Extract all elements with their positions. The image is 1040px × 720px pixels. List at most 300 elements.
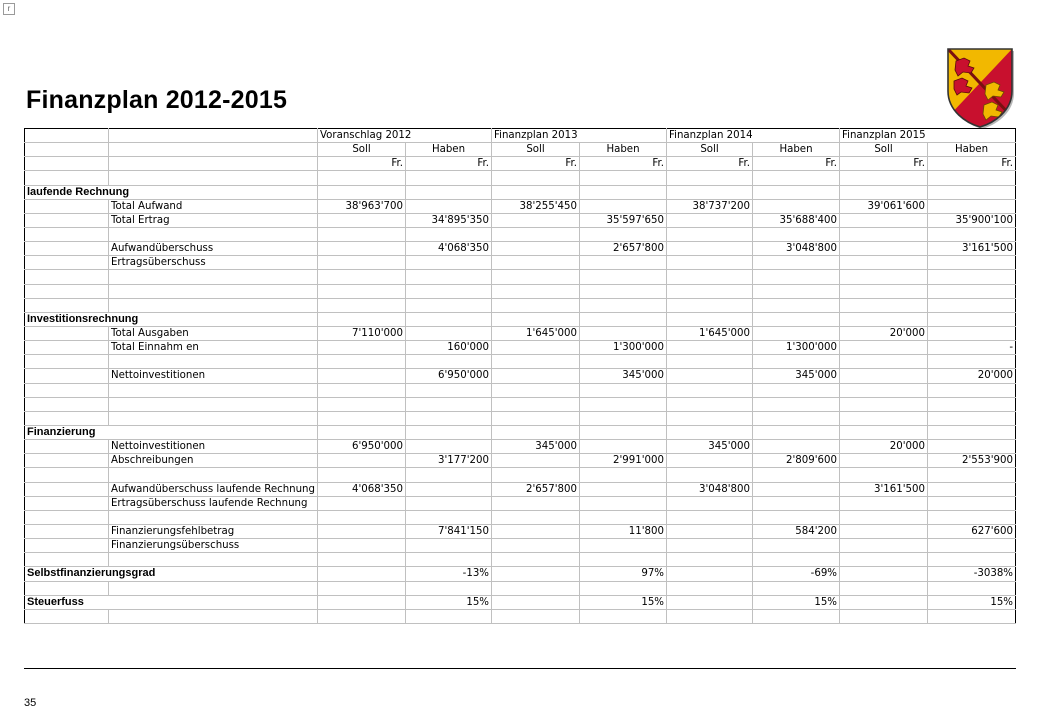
unit-cell: Fr.: [928, 157, 1016, 171]
value-cell: [753, 496, 840, 510]
header-cell: [109, 129, 318, 143]
value-cell: [840, 171, 928, 185]
value-cell: [928, 355, 1016, 369]
value-cell: [928, 256, 1016, 270]
blank-cell: [25, 171, 109, 185]
value-cell: 1'300'000: [753, 341, 840, 355]
value-cell: [406, 553, 492, 567]
table-row: [25, 341, 1016, 355]
value-cell: [753, 312, 840, 326]
value-cell: [318, 539, 406, 553]
value-cell: [492, 256, 580, 270]
blank-row: [25, 411, 1016, 425]
value-cell: [928, 227, 1016, 241]
value-cell: [667, 581, 753, 595]
value-cell: [667, 341, 753, 355]
value-cell: [492, 468, 580, 482]
blank-cell: [25, 270, 109, 284]
value-cell: [667, 567, 753, 581]
value-cell: [928, 411, 1016, 425]
soll-header: Soll: [667, 143, 753, 157]
blank-row: [25, 284, 1016, 298]
blank-cell: [25, 284, 109, 298]
value-cell: [492, 496, 580, 510]
value-cell: [753, 468, 840, 482]
blank-row: [25, 355, 1016, 369]
value-cell: [492, 595, 580, 609]
value-cell: [492, 171, 580, 185]
value-cell: [318, 553, 406, 567]
value-cell: 20'000: [840, 440, 928, 454]
blank-cell: [109, 609, 318, 623]
value-cell: [318, 369, 406, 383]
value-cell: [928, 185, 1016, 199]
blank-cell: [109, 468, 318, 482]
value-cell: [753, 326, 840, 340]
value-cell: [753, 355, 840, 369]
row-label: Total Ertrag: [109, 213, 318, 227]
blank-row: [25, 609, 1016, 623]
value-cell: 1'645'000: [492, 326, 580, 340]
value-cell: [406, 482, 492, 496]
value-cell: [580, 171, 667, 185]
value-cell: [580, 312, 667, 326]
blank-cell: [25, 355, 109, 369]
value-cell: [318, 341, 406, 355]
indent-cell: [25, 524, 109, 538]
value-cell: [928, 199, 1016, 213]
value-cell: [840, 341, 928, 355]
value-cell: [840, 609, 928, 623]
value-cell: [492, 510, 580, 524]
value-cell: [492, 355, 580, 369]
unit-cell: Fr.: [406, 157, 492, 171]
value-cell: [580, 496, 667, 510]
value-cell: [840, 397, 928, 411]
blank-cell: [25, 411, 109, 425]
value-cell: [406, 256, 492, 270]
value-cell: [492, 397, 580, 411]
unit-cell: Fr.: [753, 157, 840, 171]
section-row: [25, 425, 1016, 439]
indent-cell: [25, 440, 109, 454]
blank-cell: [25, 581, 109, 595]
value-cell: 15%: [928, 595, 1016, 609]
value-cell: [840, 524, 928, 538]
value-cell: [580, 270, 667, 284]
row-label: Abschreibungen: [109, 454, 318, 468]
indent-cell: [25, 482, 109, 496]
blank-cell: [109, 383, 318, 397]
unit-cell: Fr.: [492, 157, 580, 171]
blank-row: [25, 171, 1016, 185]
value-cell: [580, 468, 667, 482]
value-cell: 3'048'800: [667, 482, 753, 496]
value-cell: 35'597'650: [580, 213, 667, 227]
blank-row: [25, 298, 1016, 312]
page-number: 35: [24, 697, 37, 709]
value-cell: [667, 213, 753, 227]
value-cell: [492, 454, 580, 468]
haben-header: Haben: [928, 143, 1016, 157]
value-cell: [928, 312, 1016, 326]
value-cell: [318, 609, 406, 623]
indent-cell: [25, 256, 109, 270]
value-cell: [580, 510, 667, 524]
value-cell: [667, 242, 753, 256]
value-cell: [492, 539, 580, 553]
value-cell: 3'177'200: [406, 454, 492, 468]
value-cell: [667, 185, 753, 199]
value-cell: 584'200: [753, 524, 840, 538]
value-cell: [667, 454, 753, 468]
row-label: Total Einnahm en: [109, 341, 318, 355]
blank-row: [25, 397, 1016, 411]
value-cell: [753, 171, 840, 185]
value-cell: [928, 510, 1016, 524]
value-cell: [667, 369, 753, 383]
value-cell: [840, 539, 928, 553]
value-cell: [753, 411, 840, 425]
value-cell: [318, 468, 406, 482]
value-cell: [580, 355, 667, 369]
value-cell: [580, 397, 667, 411]
value-cell: [928, 482, 1016, 496]
value-cell: [580, 326, 667, 340]
soll-header: Soll: [840, 143, 928, 157]
blank-cell: [109, 581, 318, 595]
table-row: [25, 482, 1016, 496]
value-cell: [318, 185, 406, 199]
value-cell: [318, 454, 406, 468]
value-cell: [406, 171, 492, 185]
value-cell: [492, 213, 580, 227]
value-cell: [318, 171, 406, 185]
value-cell: [928, 326, 1016, 340]
haben-header: Haben: [753, 143, 840, 157]
value-cell: [318, 411, 406, 425]
value-cell: [840, 595, 928, 609]
value-cell: -3038%: [928, 567, 1016, 581]
value-cell: [667, 553, 753, 567]
value-cell: [753, 284, 840, 298]
value-cell: [406, 425, 492, 439]
blank-cell: [25, 468, 109, 482]
value-cell: [667, 355, 753, 369]
value-cell: 6'950'000: [406, 369, 492, 383]
blank-cell: [25, 298, 109, 312]
value-cell: [492, 581, 580, 595]
value-cell: 4'068'350: [406, 242, 492, 256]
section-row: [25, 312, 1016, 326]
row-label: Finanzierungsüberschuss: [109, 539, 318, 553]
haben-header: Haben: [406, 143, 492, 157]
value-cell: 4'068'350: [318, 482, 406, 496]
value-cell: 15%: [580, 595, 667, 609]
year-header: Voranschlag 2012: [318, 129, 492, 143]
value-cell: [318, 242, 406, 256]
value-cell: [840, 369, 928, 383]
row-label: Total Ausgaben: [109, 326, 318, 340]
value-cell: 20'000: [840, 326, 928, 340]
blank-cell: [109, 510, 318, 524]
value-cell: [928, 171, 1016, 185]
blank-row: [25, 468, 1016, 482]
value-cell: [840, 510, 928, 524]
value-cell: [840, 185, 928, 199]
value-cell: [406, 411, 492, 425]
value-cell: [318, 425, 406, 439]
value-cell: [406, 440, 492, 454]
value-cell: [318, 524, 406, 538]
value-cell: [580, 199, 667, 213]
row-label: Total Aufwand: [109, 199, 318, 213]
value-cell: -: [928, 341, 1016, 355]
blank-cell: [109, 355, 318, 369]
value-cell: [928, 383, 1016, 397]
value-cell: [492, 524, 580, 538]
blank-cell: [109, 553, 318, 567]
blank-row: [25, 383, 1016, 397]
value-cell: [753, 256, 840, 270]
value-cell: 3'161'500: [840, 482, 928, 496]
value-cell: [492, 185, 580, 199]
header-years-row: [25, 129, 1016, 143]
indent-cell: [25, 341, 109, 355]
blank-cell: [109, 397, 318, 411]
section-label: Investitionsrechnung: [25, 312, 318, 326]
blank-cell: [109, 298, 318, 312]
value-cell: [753, 383, 840, 397]
value-cell: [492, 242, 580, 256]
value-cell: [406, 298, 492, 312]
value-cell: [406, 383, 492, 397]
table-row: [25, 256, 1016, 270]
table-row: [25, 199, 1016, 213]
value-cell: [580, 383, 667, 397]
table-row: [25, 440, 1016, 454]
soll-header: Soll: [492, 143, 580, 157]
value-cell: [840, 284, 928, 298]
value-cell: [840, 227, 928, 241]
value-cell: [406, 355, 492, 369]
indent-cell: [25, 326, 109, 340]
value-cell: [928, 539, 1016, 553]
row-label: Aufwandüberschuss laufende Rechnung: [109, 482, 318, 496]
value-cell: [406, 199, 492, 213]
value-cell: [406, 227, 492, 241]
value-cell: [580, 553, 667, 567]
value-cell: [840, 383, 928, 397]
value-cell: [928, 397, 1016, 411]
blank-row: [25, 270, 1016, 284]
value-cell: 3'161'500: [928, 242, 1016, 256]
unit-cell: Fr.: [840, 157, 928, 171]
value-cell: [840, 581, 928, 595]
value-cell: [318, 581, 406, 595]
value-cell: [840, 411, 928, 425]
value-cell: [928, 440, 1016, 454]
value-cell: 38'737'200: [667, 199, 753, 213]
value-cell: [667, 510, 753, 524]
row-label: Finanzierungsfehlbetrag: [109, 524, 318, 538]
value-cell: [667, 270, 753, 284]
value-cell: [492, 567, 580, 581]
value-cell: [753, 425, 840, 439]
value-cell: [667, 496, 753, 510]
value-cell: 7'841'150: [406, 524, 492, 538]
value-cell: [406, 510, 492, 524]
blank-row: [25, 553, 1016, 567]
blank-cell: [109, 411, 318, 425]
value-cell: [928, 298, 1016, 312]
indent-cell: [25, 496, 109, 510]
value-cell: [492, 383, 580, 397]
value-cell: [753, 581, 840, 595]
section-label: Selbstfinanzierungsgrad: [25, 567, 318, 581]
value-cell: [928, 270, 1016, 284]
table-row: [25, 369, 1016, 383]
row-label: Ertragsüberschuss laufende Rechnung: [109, 496, 318, 510]
value-cell: [406, 581, 492, 595]
value-cell: [753, 482, 840, 496]
blank-cell: [25, 397, 109, 411]
header-unit-row: [25, 157, 1016, 171]
value-cell: [492, 609, 580, 623]
indent-cell: [25, 369, 109, 383]
value-cell: [318, 298, 406, 312]
header-cell: [25, 143, 109, 157]
value-cell: [406, 284, 492, 298]
value-cell: -69%: [753, 567, 840, 581]
value-cell: 627'600: [928, 524, 1016, 538]
year-header: Finanzplan 2015: [840, 129, 1016, 143]
value-cell: 345'000: [580, 369, 667, 383]
value-cell: [667, 411, 753, 425]
value-cell: 38'255'450: [492, 199, 580, 213]
value-cell: [580, 482, 667, 496]
blank-cell: [25, 510, 109, 524]
table-row: [25, 454, 1016, 468]
row-label: Ertragsüberschuss: [109, 256, 318, 270]
value-cell: [840, 425, 928, 439]
unit-cell: Fr.: [580, 157, 667, 171]
value-cell: [492, 425, 580, 439]
value-cell: [928, 496, 1016, 510]
indent-cell: [25, 213, 109, 227]
value-cell: [840, 242, 928, 256]
value-cell: [928, 425, 1016, 439]
header-soll-haben-row: [25, 143, 1016, 157]
value-cell: [318, 312, 406, 326]
value-cell: [318, 355, 406, 369]
value-cell: [667, 312, 753, 326]
value-cell: [753, 397, 840, 411]
header-cell: [109, 157, 318, 171]
value-cell: 160'000: [406, 341, 492, 355]
value-cell: [667, 227, 753, 241]
value-cell: [318, 213, 406, 227]
indent-cell: [25, 199, 109, 213]
value-cell: [840, 496, 928, 510]
blank-cell: [109, 270, 318, 284]
value-cell: [580, 581, 667, 595]
blank-cell: [109, 284, 318, 298]
table-row: [25, 242, 1016, 256]
value-cell: [492, 341, 580, 355]
value-cell: [667, 284, 753, 298]
value-cell: [753, 539, 840, 553]
section-row: [25, 567, 1016, 581]
year-header: Finanzplan 2014: [667, 129, 840, 143]
value-cell: [840, 312, 928, 326]
value-cell: [492, 270, 580, 284]
value-cell: [580, 411, 667, 425]
value-cell: [492, 227, 580, 241]
unit-cell: Fr.: [667, 157, 753, 171]
value-cell: 15%: [406, 595, 492, 609]
value-cell: -13%: [406, 567, 492, 581]
value-cell: [667, 468, 753, 482]
value-cell: [840, 213, 928, 227]
value-cell: [667, 383, 753, 397]
value-cell: [406, 270, 492, 284]
row-label: Nettoinvestitionen: [109, 440, 318, 454]
value-cell: [492, 312, 580, 326]
section-row: [25, 595, 1016, 609]
value-cell: [318, 567, 406, 581]
value-cell: 38'963'700: [318, 199, 406, 213]
indent-cell: [25, 454, 109, 468]
value-cell: 20'000: [928, 369, 1016, 383]
value-cell: [753, 510, 840, 524]
value-cell: [318, 227, 406, 241]
table-row: [25, 326, 1016, 340]
row-label: Aufwandüberschuss: [109, 242, 318, 256]
value-cell: 35'900'100: [928, 213, 1016, 227]
value-cell: [753, 270, 840, 284]
value-cell: [928, 284, 1016, 298]
year-header: Finanzplan 2013: [492, 129, 667, 143]
value-cell: [753, 199, 840, 213]
table-row: [25, 213, 1016, 227]
value-cell: 11'800: [580, 524, 667, 538]
value-cell: [667, 539, 753, 553]
value-cell: [753, 609, 840, 623]
corner-mark: r: [3, 3, 15, 15]
table-row: [25, 539, 1016, 553]
blank-cell: [25, 383, 109, 397]
value-cell: [406, 397, 492, 411]
value-cell: 7'110'000: [318, 326, 406, 340]
value-cell: [753, 185, 840, 199]
value-cell: 345'000: [753, 369, 840, 383]
value-cell: [928, 609, 1016, 623]
value-cell: [318, 256, 406, 270]
value-cell: [840, 355, 928, 369]
value-cell: [406, 609, 492, 623]
blank-cell: [109, 171, 318, 185]
blank-cell: [25, 553, 109, 567]
blank-row: [25, 510, 1016, 524]
header-cell: [109, 143, 318, 157]
value-cell: [667, 256, 753, 270]
value-cell: [840, 256, 928, 270]
value-cell: [492, 298, 580, 312]
value-cell: [580, 298, 667, 312]
value-cell: [492, 553, 580, 567]
value-cell: [406, 185, 492, 199]
